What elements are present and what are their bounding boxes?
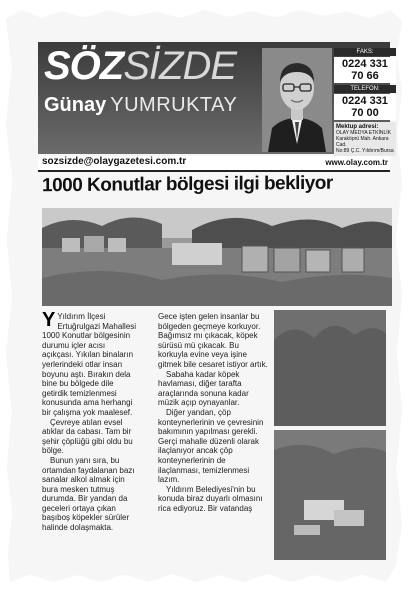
paragraph: Diğer yandan, çöp konteynerlerinin ve çevresinin bakımının yapılması gerekli. Gerçi mahalle düzenli olarak ilaçlanıyor ancak çöp konteynerlerinin de ilaçlanması, temizlenmesi lazım. bbox=[158, 407, 264, 485]
paragraph: Sabaha kadar köpek havlaması, diğer tarafta araçlarında sonuna kadar müzik açıp oynayanlar. bbox=[158, 369, 249, 408]
address-line: No:89 Ç.C. Yıldırım/Bursa bbox=[336, 148, 394, 154]
paragraph: Bunun yanı sıra, bu ortamdan faydalanan bazı sanalar alkol almak için bura mesken tutmuş durumda. Bir yandan da geceleri ortaya çıkan başıboş köpekler sürüler halinde dolaşmakta. bbox=[42, 455, 135, 533]
article-column-1: Y Yıldırım İlçesi Ertuğrulgazi Mahallesi 1000 Konutlar bölgesinin durumu içler acısı açıkçası. Yıkılan binaların yerlerindeki otlar insan boyunu aştı. Bırakın dela bine bu bölgede dile getirdik temizlenmesi konusunda ama herhangi bir çalışma yok maalesef. Çevreye atılan evsel atıklar da cabası. Tam bir şehir çöplüğü gibi oldu bu bölge. Bunun yanı sıra, bu ortamdan faydalanan bazı sanalar alkol almak için bura mesken tutmuş durumda. Bir yandan da geceleri ortaya çıkan başıboş köpekler sürüler halinde dolaşmakta. bbox=[42, 309, 137, 533]
paragraph: Çevreye atılan evsel atıklar da cabası. Tam bir şehir çöplüğü gibi oldu bu bölge. bbox=[42, 417, 133, 456]
address-line: OLAY MEDYA ETKİNLİK bbox=[336, 130, 392, 136]
address-title: Mektup adresi: bbox=[336, 124, 379, 130]
last-name: YUMRUKTAY bbox=[110, 94, 238, 116]
column-logo bbox=[44, 44, 236, 89]
columnist-name bbox=[44, 94, 237, 117]
side-photo bbox=[274, 310, 386, 560]
fax-number: 0224 331 70 66 bbox=[334, 57, 396, 83]
website: www.olay.com.tr bbox=[325, 158, 388, 167]
paragraph: Yıldırım İlçesi Ertuğrulgazi Mahallesi 1000 Konutlar bölgesinin durumu içler acısı açıkçası. Yıkılan binaların yerlerindeki otlar insan boyunu aştı. Bırakın dela bine bu bölgede dile getirdik temizlenmesi konusunda ama herhangi bir çalışma yok maalesef. bbox=[42, 312, 137, 417]
columnist-portrait bbox=[262, 48, 332, 152]
article-column-2 bbox=[158, 312, 268, 513]
logo-main: SÖZ bbox=[44, 44, 124, 88]
phone-label: TELEFON: bbox=[334, 85, 396, 93]
logo-sub: SİZDE bbox=[123, 44, 237, 88]
columnist-email: sozsizde@olaygazetesi.com.tr bbox=[42, 156, 187, 167]
article-photo bbox=[42, 208, 392, 306]
contact-panel bbox=[334, 46, 396, 156]
headline: 1000 Konutlar bölgesi ilgi bekliyor bbox=[42, 172, 333, 197]
newspaper-clipping bbox=[8, 14, 400, 580]
phone-number: 0224 331 70 00 bbox=[334, 94, 396, 120]
email-bar bbox=[38, 156, 390, 172]
address-line: Karaköprü Mah. Ankara Cad. bbox=[336, 136, 389, 148]
first-name: Günay bbox=[44, 94, 107, 116]
fax-label: FAKS: bbox=[334, 48, 396, 56]
mail-address bbox=[334, 122, 396, 156]
paragraph: Yıldırım Belediyesi'nin bu konuda biraz duyarlı olmasını rica ediyoruz. Bir vatandaş bbox=[158, 484, 263, 513]
paragraph: Gece işten gelen insanlar bu bölgeden geçmeye korkuyor. Bağımsız mı çıkacak, köpek sürüsü mü çıkacak. Bu korkuyla evine veya işine gitmek bile cesaret istiyor artık. bbox=[158, 312, 268, 369]
masthead bbox=[38, 42, 394, 154]
